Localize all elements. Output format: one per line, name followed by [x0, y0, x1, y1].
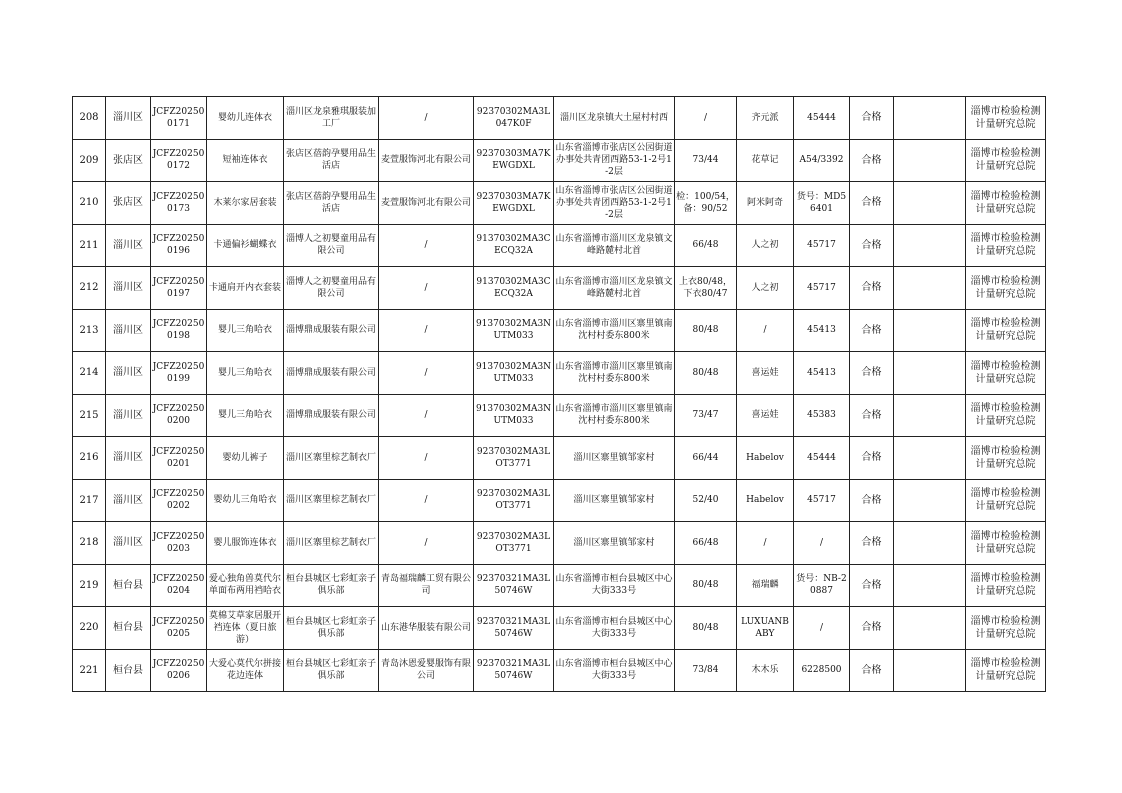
- cell-testing-agency: 淄博市检验检测计量研究总院: [966, 607, 1046, 650]
- cell-batch-number: 45717: [794, 479, 850, 522]
- table-row: [73, 224, 1046, 267]
- cell-district: 淄川区: [106, 352, 151, 395]
- cell-testing-agency: 淄博市检验检测计量研究总院: [966, 437, 1046, 480]
- cell-address: 山东省淄博市桓台县城区中心大街333号: [554, 564, 675, 607]
- cell-address: 山东省淄博市张店区公园街道办事处共青团西路53-1-2号1-2层: [554, 139, 675, 182]
- cell-result: 合格: [850, 224, 894, 267]
- cell-address: 淄川区寨里镇邹家村: [554, 479, 675, 522]
- cell-product-name: 婴儿三角哈衣: [207, 352, 284, 395]
- cell-manufacturer-name: 山东港华服装有限公司: [379, 607, 474, 650]
- cell-address: 山东省淄博市淄川区寨里镇南沈村村委东800米: [554, 352, 675, 395]
- cell-district: 淄川区: [106, 437, 151, 480]
- cell-brand: 齐元派: [737, 97, 794, 140]
- cell-sample-code: JCFZ202500199: [151, 352, 207, 395]
- cell-manufacturer-name: 青岛福瑞麟工贸有限公司: [379, 564, 474, 607]
- cell-address: 山东省淄博市淄川区龙泉镇文峰路麓村北首: [554, 224, 675, 267]
- table-row: [73, 437, 1046, 480]
- cell-credit-code: 91370302MA3CECQ32A: [474, 267, 554, 310]
- cell-manufacturer-name: /: [379, 437, 474, 480]
- cell-product-name: 婴幼儿裤子: [207, 437, 284, 480]
- cell-batch-number: /: [794, 607, 850, 650]
- cell-result: 合格: [850, 649, 894, 692]
- cell-district: 淄川区: [106, 97, 151, 140]
- table-row: [73, 97, 1046, 140]
- cell-remark: [894, 139, 966, 182]
- cell-sample-code: JCFZ202500197: [151, 267, 207, 310]
- cell-testing-agency: 淄博市检验检测计量研究总院: [966, 564, 1046, 607]
- cell-size-spec: 80/48: [675, 309, 737, 352]
- cell-result: 合格: [850, 182, 894, 225]
- cell-sample-code: JCFZ202500204: [151, 564, 207, 607]
- cell-result: 合格: [850, 309, 894, 352]
- cell-sample-code: JCFZ202500173: [151, 182, 207, 225]
- cell-size-spec: 66/48: [675, 224, 737, 267]
- cell-brand: LUXUANBABY: [737, 607, 794, 650]
- cell-row-number: 217: [73, 479, 106, 522]
- cell-result: 合格: [850, 437, 894, 480]
- cell-remark: [894, 522, 966, 565]
- table-body: [73, 97, 1046, 692]
- cell-row-number: 208: [73, 97, 106, 140]
- cell-credit-code: 92370321MA3L50746W: [474, 564, 554, 607]
- cell-result: 合格: [850, 97, 894, 140]
- cell-address: 山东省淄博市淄川区龙泉镇文峰路麓村北首: [554, 267, 675, 310]
- cell-result: 合格: [850, 352, 894, 395]
- cell-remark: [894, 607, 966, 650]
- cell-brand: 木木乐: [737, 649, 794, 692]
- table-row: [73, 394, 1046, 437]
- cell-row-number: 219: [73, 564, 106, 607]
- cell-product-name: 婴儿三角哈衣: [207, 394, 284, 437]
- cell-size-spec: /: [675, 97, 737, 140]
- cell-district: 淄川区: [106, 522, 151, 565]
- cell-result: 合格: [850, 139, 894, 182]
- cell-batch-number: 45717: [794, 267, 850, 310]
- cell-result: 合格: [850, 479, 894, 522]
- cell-manufacturer-name: /: [379, 97, 474, 140]
- cell-size-spec: 66/48: [675, 522, 737, 565]
- cell-remark: [894, 649, 966, 692]
- cell-sample-code: JCFZ202500202: [151, 479, 207, 522]
- cell-remark: [894, 309, 966, 352]
- cell-size-spec: 73/47: [675, 394, 737, 437]
- cell-product-name: 爱心独角兽莫代尔单面布两用裆哈衣: [207, 564, 284, 607]
- cell-manufacturer-name: /: [379, 309, 474, 352]
- cell-manufacturer-name: 麦萱服饰河北有限公司: [379, 182, 474, 225]
- cell-testing-agency: 淄博市检验检测计量研究总院: [966, 139, 1046, 182]
- cell-size-spec: 52/40: [675, 479, 737, 522]
- cell-brand: /: [737, 309, 794, 352]
- cell-testing-agency: 淄博市检验检测计量研究总院: [966, 182, 1046, 225]
- cell-seller-name: 淄川区龙泉雅琪服装加工厂: [284, 97, 379, 140]
- cell-remark: [894, 479, 966, 522]
- cell-batch-number: 6228500: [794, 649, 850, 692]
- cell-product-name: 莫棉艾草家居服开裆连体（夏日旅游）: [207, 607, 284, 650]
- cell-result: 合格: [850, 522, 894, 565]
- cell-testing-agency: 淄博市检验检测计量研究总院: [966, 309, 1046, 352]
- cell-address: 山东省淄博市桓台县城区中心大街333号: [554, 649, 675, 692]
- cell-seller-name: 桓台县城区七彩虹亲子俱乐部: [284, 607, 379, 650]
- cell-testing-agency: 淄博市检验检测计量研究总院: [966, 522, 1046, 565]
- cell-manufacturer-name: 麦萱服饰河北有限公司: [379, 139, 474, 182]
- cell-brand: 人之初: [737, 224, 794, 267]
- cell-address: 山东省淄博市张店区公园街道办事处共青团西路53-1-2号1-2层: [554, 182, 675, 225]
- cell-district: 淄川区: [106, 479, 151, 522]
- cell-seller-name: 淄川区寨里棕艺制衣厂: [284, 522, 379, 565]
- cell-row-number: 211: [73, 224, 106, 267]
- cell-credit-code: 92370302MA3LOT3771: [474, 437, 554, 480]
- cell-result: 合格: [850, 267, 894, 310]
- cell-remark: [894, 564, 966, 607]
- cell-product-name: 卡通肩开内衣套装: [207, 267, 284, 310]
- cell-remark: [894, 224, 966, 267]
- cell-row-number: 221: [73, 649, 106, 692]
- cell-sample-code: JCFZ202500172: [151, 139, 207, 182]
- cell-batch-number: 45444: [794, 437, 850, 480]
- cell-address: 淄川区寨里镇邹家村: [554, 437, 675, 480]
- cell-address: 山东省淄博市桓台县城区中心大街333号: [554, 607, 675, 650]
- cell-credit-code: 92370303MA7KEWGDXL: [474, 139, 554, 182]
- cell-testing-agency: 淄博市检验检测计量研究总院: [966, 97, 1046, 140]
- inspection-results-table: [72, 96, 1046, 692]
- cell-credit-code: 92370302MA3LOT3771: [474, 522, 554, 565]
- cell-batch-number: 45444: [794, 97, 850, 140]
- cell-seller-name: 桓台县城区七彩虹亲子俱乐部: [284, 649, 379, 692]
- cell-remark: [894, 437, 966, 480]
- cell-brand: Habelov: [737, 479, 794, 522]
- cell-row-number: 213: [73, 309, 106, 352]
- cell-result: 合格: [850, 394, 894, 437]
- cell-brand: 福瑞麟: [737, 564, 794, 607]
- cell-row-number: 215: [73, 394, 106, 437]
- cell-product-name: 木莱尔家居套装: [207, 182, 284, 225]
- cell-seller-name: 桓台县城区七彩虹亲子俱乐部: [284, 564, 379, 607]
- table-row: [73, 607, 1046, 650]
- cell-result: 合格: [850, 607, 894, 650]
- cell-district: 淄川区: [106, 394, 151, 437]
- cell-size-spec: 80/48: [675, 607, 737, 650]
- table-row: [73, 309, 1046, 352]
- cell-seller-name: 淄川区寨里棕艺制衣厂: [284, 437, 379, 480]
- cell-batch-number: /: [794, 522, 850, 565]
- cell-district: 桓台县: [106, 649, 151, 692]
- table-row: [73, 522, 1046, 565]
- cell-district: 桓台县: [106, 607, 151, 650]
- cell-seller-name: 淄博人之初婴童用品有限公司: [284, 267, 379, 310]
- cell-testing-agency: 淄博市检验检测计量研究总院: [966, 649, 1046, 692]
- cell-testing-agency: 淄博市检验检测计量研究总院: [966, 394, 1046, 437]
- cell-product-name: 婴儿三角哈衣: [207, 309, 284, 352]
- cell-sample-code: JCFZ202500205: [151, 607, 207, 650]
- cell-manufacturer-name: /: [379, 352, 474, 395]
- cell-address: 山东省淄博市淄川区寨里镇南沈村村委东800米: [554, 309, 675, 352]
- cell-size-spec: 上衣80/48，下衣80/47: [675, 267, 737, 310]
- cell-row-number: 210: [73, 182, 106, 225]
- cell-address: 山东省淄博市淄川区寨里镇南沈村村委东800米: [554, 394, 675, 437]
- cell-testing-agency: 淄博市检验检测计量研究总院: [966, 267, 1046, 310]
- cell-batch-number: 45383: [794, 394, 850, 437]
- cell-size-spec: 73/44: [675, 139, 737, 182]
- table-row: [73, 479, 1046, 522]
- cell-district: 桓台县: [106, 564, 151, 607]
- cell-row-number: 209: [73, 139, 106, 182]
- cell-batch-number: 45413: [794, 352, 850, 395]
- cell-manufacturer-name: /: [379, 224, 474, 267]
- cell-address: 淄川区寨里镇邹家村: [554, 522, 675, 565]
- cell-credit-code: 92370321MA3L50746W: [474, 649, 554, 692]
- cell-batch-number: 45413: [794, 309, 850, 352]
- cell-district: 淄川区: [106, 267, 151, 310]
- cell-remark: [894, 352, 966, 395]
- cell-seller-name: 淄博鼎成服装有限公司: [284, 352, 379, 395]
- cell-row-number: 216: [73, 437, 106, 480]
- cell-product-name: 卡通偏衫蝴蝶衣: [207, 224, 284, 267]
- cell-sample-code: JCFZ202500203: [151, 522, 207, 565]
- cell-brand: 喜运娃: [737, 394, 794, 437]
- cell-product-name: 短袖连体衣: [207, 139, 284, 182]
- cell-brand: 喜运娃: [737, 352, 794, 395]
- cell-credit-code: 91370302MA3NUTM033: [474, 309, 554, 352]
- cell-batch-number: 货号：MD56401: [794, 182, 850, 225]
- cell-testing-agency: 淄博市检验检测计量研究总院: [966, 479, 1046, 522]
- cell-credit-code: 91370302MA3NUTM033: [474, 394, 554, 437]
- table-row: [73, 139, 1046, 182]
- cell-manufacturer-name: /: [379, 479, 474, 522]
- cell-product-name: 大爱心莫代尔拼接花边连体: [207, 649, 284, 692]
- cell-sample-code: JCFZ202500198: [151, 309, 207, 352]
- cell-seller-name: 淄博鼎成服装有限公司: [284, 309, 379, 352]
- cell-row-number: 218: [73, 522, 106, 565]
- cell-batch-number: A54/3392: [794, 139, 850, 182]
- cell-size-spec: 66/44: [675, 437, 737, 480]
- cell-brand: 阿米阿奇: [737, 182, 794, 225]
- cell-product-name: 婴儿服饰连体衣: [207, 522, 284, 565]
- cell-district: 淄川区: [106, 309, 151, 352]
- cell-credit-code: 91370302MA3CECQ32A: [474, 224, 554, 267]
- cell-row-number: 220: [73, 607, 106, 650]
- cell-credit-code: 92370302MA3LOT3771: [474, 479, 554, 522]
- table-row: [73, 267, 1046, 310]
- cell-brand: Habelov: [737, 437, 794, 480]
- cell-remark: [894, 267, 966, 310]
- cell-product-name: 婴幼儿三角哈衣: [207, 479, 284, 522]
- table-row: [73, 352, 1046, 395]
- cell-remark: [894, 182, 966, 225]
- cell-manufacturer-name: /: [379, 267, 474, 310]
- cell-size-spec: 80/48: [675, 564, 737, 607]
- cell-manufacturer-name: /: [379, 394, 474, 437]
- cell-credit-code: 92370302MA3L047K0F: [474, 97, 554, 140]
- cell-size-spec: 73/84: [675, 649, 737, 692]
- cell-seller-name: 张店区蓓韵孕婴用品生活店: [284, 182, 379, 225]
- cell-testing-agency: 淄博市检验检测计量研究总院: [966, 224, 1046, 267]
- cell-brand: 人之初: [737, 267, 794, 310]
- cell-district: 张店区: [106, 182, 151, 225]
- cell-credit-code: 92370303MA7KEWGDXL: [474, 182, 554, 225]
- cell-size-spec: 检：100/54，备：90/52: [675, 182, 737, 225]
- cell-remark: [894, 394, 966, 437]
- cell-brand: 花草记: [737, 139, 794, 182]
- cell-seller-name: 张店区蓓韵孕婴用品生活店: [284, 139, 379, 182]
- cell-sample-code: JCFZ202500171: [151, 97, 207, 140]
- cell-seller-name: 淄博鼎成服装有限公司: [284, 394, 379, 437]
- cell-credit-code: 92370321MA3L50746W: [474, 607, 554, 650]
- table-row: [73, 649, 1046, 692]
- cell-address: 淄川区龙泉镇大土屋村村西: [554, 97, 675, 140]
- cell-manufacturer-name: 青岛沐恩爱婴服饰有限公司: [379, 649, 474, 692]
- cell-remark: [894, 97, 966, 140]
- cell-row-number: 214: [73, 352, 106, 395]
- table-row: [73, 182, 1046, 225]
- cell-credit-code: 91370302MA3NUTM033: [474, 352, 554, 395]
- cell-sample-code: JCFZ202500201: [151, 437, 207, 480]
- cell-size-spec: 80/48: [675, 352, 737, 395]
- cell-sample-code: JCFZ202500200: [151, 394, 207, 437]
- table-row: [73, 564, 1046, 607]
- cell-seller-name: 淄川区寨里棕艺制衣厂: [284, 479, 379, 522]
- cell-district: 张店区: [106, 139, 151, 182]
- cell-batch-number: 45717: [794, 224, 850, 267]
- cell-brand: /: [737, 522, 794, 565]
- cell-sample-code: JCFZ202500196: [151, 224, 207, 267]
- cell-district: 淄川区: [106, 224, 151, 267]
- cell-result: 合格: [850, 564, 894, 607]
- cell-batch-number: 货号：NB-20887: [794, 564, 850, 607]
- cell-row-number: 212: [73, 267, 106, 310]
- cell-sample-code: JCFZ202500206: [151, 649, 207, 692]
- cell-testing-agency: 淄博市检验检测计量研究总院: [966, 352, 1046, 395]
- cell-seller-name: 淄博人之初婴童用品有限公司: [284, 224, 379, 267]
- cell-product-name: 婴幼儿连体衣: [207, 97, 284, 140]
- cell-manufacturer-name: /: [379, 522, 474, 565]
